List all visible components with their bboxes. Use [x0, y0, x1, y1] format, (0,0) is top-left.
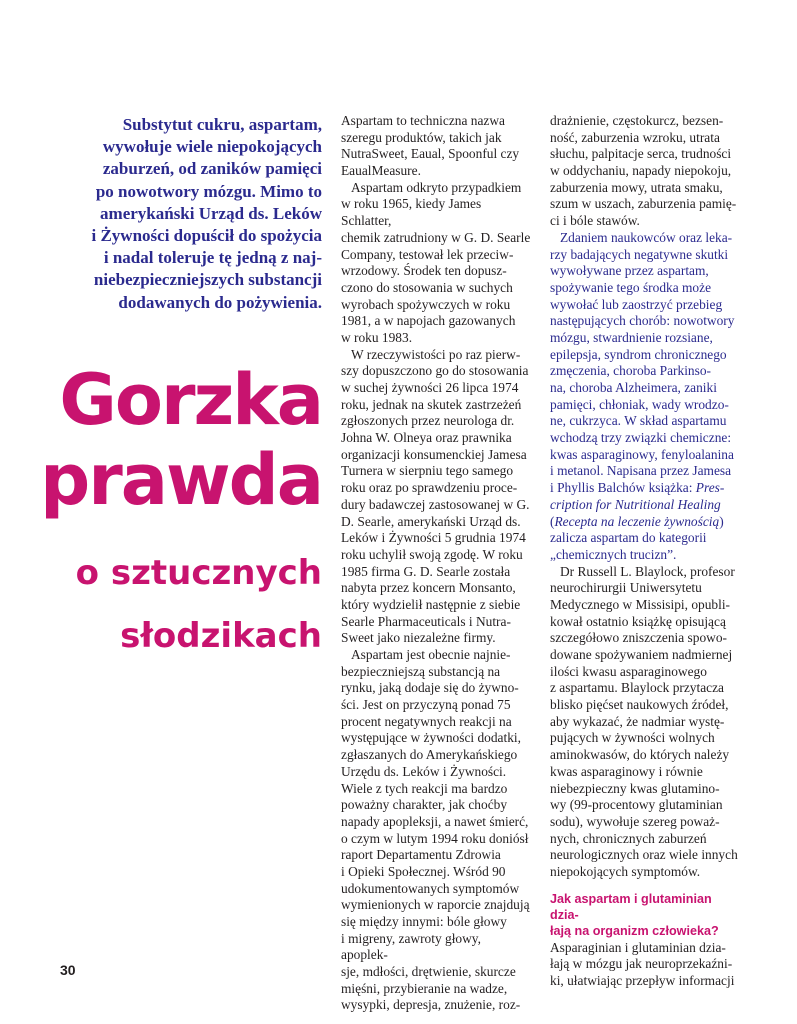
text-run: ne, cukrzyca. W skład aspartamu	[550, 413, 727, 429]
text-run: EaualMeasure.	[341, 163, 421, 179]
text-line	[550, 280, 740, 297]
text-run: wyrobach spożywczych w roku	[341, 296, 511, 312]
book-title-italic: Pres-	[695, 480, 725, 496]
text-run: czono do stosowania w suchych	[341, 279, 513, 295]
text-line	[341, 163, 531, 180]
text-run: na, choroba Alzheimera, zaniki	[550, 380, 717, 395]
book-title-italic: Recepta na leczenie żywnością	[554, 513, 720, 529]
text-line	[341, 330, 531, 347]
text-run: mięśni, przybieranie na wadze,	[341, 980, 508, 996]
text-line	[550, 146, 740, 163]
text-run: sodu), wywołuje szereg poważ-	[550, 813, 720, 829]
text-line	[341, 547, 531, 564]
text-run: ność, zaburzenia wzroku, utrata	[550, 129, 720, 145]
text-line	[341, 797, 531, 814]
text-line	[341, 313, 531, 330]
text-run: wywołać lub zaostrzyć przebieg	[550, 296, 723, 312]
text-run: ilości kwasu asparaginowego	[550, 663, 707, 679]
text-run: i migreny, zawroty głowy, apoplek-	[341, 930, 481, 963]
text-run: i Phyllis Balchów książka:	[550, 480, 696, 496]
text-run: Urzędu ds. Leków i Żywności.	[341, 763, 507, 779]
text-run: raport Departamentu Zdrowia	[341, 847, 501, 863]
text-line	[341, 564, 531, 581]
text-line: i Żywności dopuścił do spożycia	[91, 226, 322, 246]
page-number: 30	[60, 962, 76, 978]
text-run: epilepsja, syndrom chronicznego	[550, 346, 727, 362]
text-run: Turnera w sierpniu tego samego	[341, 463, 514, 479]
text-run: Aspartam to techniczna nazwa	[341, 113, 505, 128]
text-run: w roku 1983.	[341, 329, 413, 345]
text-run: zgłaszanych do Amerykańskiego	[341, 747, 518, 763]
text-run: zgłoszonych przez neurologa dr.	[341, 413, 515, 429]
text-run: i metanol. Napisana przez Jamesa	[550, 463, 732, 479]
column-2-text-part-3	[550, 940, 740, 990]
text-run: niepokojących symptomów.	[550, 863, 701, 879]
text-run: ści. Jest on przyczyną ponad 75	[341, 697, 511, 713]
text-line	[341, 747, 531, 764]
text-line	[550, 797, 740, 814]
text-line	[550, 180, 740, 197]
text-line	[550, 297, 740, 314]
text-run: 1981, a w napojach gazowanych	[341, 313, 516, 329]
text-run: ki, ułatwiając przepływ informacji	[550, 972, 735, 988]
title-line-2: prawda	[40, 439, 322, 521]
text-line	[550, 580, 740, 597]
text-line	[550, 380, 740, 397]
text-run: D. Searle, amerykański Urząd ds.	[341, 513, 521, 529]
text-run: nabyta przez koncern Monsanto,	[341, 580, 516, 596]
text-line	[550, 956, 740, 973]
text-line	[341, 597, 531, 614]
text-line	[341, 430, 531, 447]
text-line	[341, 230, 531, 247]
text-run: napady apopleksji, a nawet śmierć,	[341, 813, 529, 829]
text-line	[550, 363, 740, 380]
text-line	[341, 180, 531, 197]
title-line-3: o sztucznych	[75, 553, 322, 593]
text-line	[550, 973, 740, 990]
text-run: 1985 firma G. D. Searle została	[341, 563, 511, 579]
body-column-1	[341, 113, 531, 1014]
text-run: łają w mózgu jak neuroprzekaźni-	[550, 956, 733, 972]
text-line	[341, 997, 531, 1014]
article-title	[40, 360, 322, 668]
text-run: spożywanie tego środka może	[550, 279, 712, 295]
text-run: się między innymi: bóle głowy	[341, 914, 507, 929]
book-title-italic: cription for Nutritional Healing	[550, 496, 721, 512]
text-line: łają na organizm człowieka?	[550, 924, 719, 939]
text-line	[341, 831, 531, 848]
text-line	[550, 247, 740, 264]
text-run: blisko pięćset naukowych źródeł,	[550, 697, 729, 713]
text-run: NutraSweet, Eaual, Spoonful czy	[341, 146, 520, 162]
title-line-1: Gorzka	[59, 359, 322, 441]
text-line	[550, 747, 740, 764]
text-line	[550, 213, 740, 230]
text-run: szum w uszach, zaburzenia pamię-	[550, 196, 737, 212]
text-line	[550, 447, 740, 464]
text-run: niebezpieczny kwas glutamino-	[550, 780, 720, 796]
text-run: zaburzenia mowy, utrata smaku,	[550, 179, 723, 195]
text-line	[341, 647, 531, 664]
text-line	[341, 497, 531, 514]
text-line	[341, 764, 531, 781]
text-line	[550, 831, 740, 848]
text-run: organizacji konsumenckiej Jamesa	[341, 446, 527, 462]
text-run: następujących chorób: nowotwory	[550, 313, 735, 329]
text-run: poważny charakter, jak choćby	[341, 797, 508, 813]
text-line	[341, 130, 531, 147]
text-line	[341, 864, 531, 881]
text-run: rzy badających negatywne skutki	[550, 246, 729, 262]
text-line	[550, 430, 740, 447]
text-run: roku oraz po sprawdzeniu proce-	[341, 480, 518, 496]
text-run: Company, testował lek przeciw-	[341, 246, 514, 262]
text-line	[550, 547, 740, 564]
text-line: po nowotwory mózgu. Mimo to	[95, 181, 322, 201]
text-run: wysypki, depresja, znużenie, roz-	[341, 997, 521, 1013]
text-line	[341, 530, 531, 547]
text-run: zmęczenia, choroba Parkinso-	[550, 363, 711, 379]
text-line	[341, 714, 531, 731]
title-line-4: słodzikach	[120, 616, 322, 656]
text-line	[341, 814, 531, 831]
text-line	[550, 680, 740, 697]
text-line	[341, 380, 531, 397]
text-run: neurologicznych oraz wiele innych	[550, 847, 738, 863]
text-run: w suchej żywności 26 lipca 1974	[341, 380, 519, 395]
text-line	[341, 363, 531, 380]
text-run: wchodzą trzy związki chemiczne:	[550, 430, 732, 446]
text-line	[341, 630, 531, 647]
text-run: Aspartam jest obecnie najnie-	[351, 647, 511, 662]
text-run: )	[719, 513, 724, 529]
text-run: (	[550, 513, 555, 529]
text-line	[341, 931, 531, 964]
text-run: dury badawczej zastosowanej w G.	[341, 496, 530, 512]
text-line	[550, 814, 740, 831]
text-run: szeregu produktów, takich jak	[341, 129, 502, 145]
text-line	[550, 730, 740, 747]
text-run: wy (99-procentowy glutaminian	[550, 797, 723, 813]
text-run: aminokwasów, do których należy	[550, 747, 730, 763]
text-line	[550, 647, 740, 664]
text-run: chemik zatrudniony w G. D. Searle	[341, 229, 531, 245]
text-line	[550, 664, 740, 681]
text-run: wywoływane przez aspartam,	[550, 263, 709, 279]
column-2-text-part-2	[550, 564, 740, 881]
text-run: mózgu, stwardnienie rozsiane,	[550, 329, 713, 345]
text-line	[550, 263, 740, 280]
text-line	[341, 347, 531, 364]
text-line: zaburzeń, od zaników pamięci	[102, 159, 322, 179]
text-line	[341, 263, 531, 280]
text-line	[341, 730, 531, 747]
text-line	[341, 413, 531, 430]
text-line	[341, 463, 531, 480]
text-line	[341, 480, 531, 497]
text-line	[341, 447, 531, 464]
text-line: amerykański Urząd ds. Leków	[100, 203, 322, 223]
text-run: drażnienie, częstokurcz, bezsen-	[550, 113, 724, 128]
text-line	[550, 940, 740, 957]
text-run: aby wykazać, że nadmiar wystę-	[550, 713, 725, 729]
text-run: który wydzielił następnie z siebie	[341, 596, 521, 612]
text-line	[341, 196, 531, 229]
text-run: szy dopuszczono go do stosowania	[341, 363, 529, 379]
text-line: niebezpieczniejszych substancji	[93, 270, 322, 290]
text-run: Asparaginian i glutaminian dzia-	[550, 939, 726, 955]
text-line	[550, 847, 740, 864]
text-line	[550, 630, 740, 647]
text-line	[550, 463, 740, 480]
lead-paragraph	[60, 114, 322, 314]
text-line	[550, 781, 740, 798]
text-line	[341, 247, 531, 264]
text-line	[341, 397, 531, 414]
text-line	[550, 330, 740, 347]
text-line	[341, 113, 531, 130]
text-line	[341, 781, 531, 798]
text-line	[550, 514, 740, 531]
text-line	[341, 614, 531, 631]
text-line	[341, 881, 531, 898]
text-line	[550, 113, 740, 130]
text-line	[550, 864, 740, 881]
text-line	[550, 480, 740, 497]
text-line	[550, 230, 740, 247]
text-run: słuchu, palpitacje serca, trudności	[550, 146, 732, 162]
text-run: szczegółowo zniszczenia spowo-	[550, 630, 727, 646]
text-line	[550, 413, 740, 430]
text-run: o czym w lutym 1994 roku doniósł	[341, 830, 529, 846]
text-line: wywołuje wiele niepokojących	[102, 137, 322, 157]
text-line	[341, 964, 531, 981]
text-run: w roku 1965, kiedy James Schlatter,	[341, 196, 482, 229]
text-line	[550, 697, 740, 714]
text-run: kwas asparaginowy i równie	[550, 763, 703, 779]
text-line	[550, 614, 740, 631]
text-line	[550, 397, 740, 414]
text-line: dodawanych do pożywienia.	[118, 292, 322, 312]
text-run: kwas asparaginowy, fenyloalanina	[550, 446, 734, 462]
text-run: kował ostatnio książkę opisującą	[550, 613, 726, 629]
text-run: Sweet jako niezależne firmy.	[341, 630, 496, 646]
text-run: roku uchylił swoją zgodę. W roku	[341, 546, 523, 562]
text-run: Searle Pharmaceuticals i Nutra-	[341, 613, 511, 629]
text-run: „chemicznych trucizn”.	[550, 546, 677, 562]
text-line: i nadal toleruje tę jedną z naj-	[103, 248, 322, 268]
section-heading	[550, 891, 740, 940]
text-line	[550, 530, 740, 547]
text-run: bezpieczniejszą substancją na	[341, 663, 501, 679]
text-run: procent negatywnych reakcji na	[341, 713, 512, 729]
text-run: W rzeczywistości po raz pierw-	[351, 346, 521, 362]
text-line	[550, 564, 740, 581]
text-line	[341, 680, 531, 697]
highlighted-passage	[550, 230, 740, 564]
text-run: zalicza aspartam do kategorii	[550, 530, 707, 546]
text-run: nych, chronicznych zaburzeń	[550, 830, 707, 846]
text-run: z aspartamu. Blaylock przytacza	[550, 680, 724, 696]
text-run: roku, jednak na skutek zastrzeżeń	[341, 396, 522, 412]
text-run: pamięci, chłoniak, wady wrodzo-	[550, 396, 729, 412]
text-line	[341, 847, 531, 864]
text-line	[341, 280, 531, 297]
text-line	[550, 130, 740, 147]
text-line	[341, 146, 531, 163]
text-run: neurochirurgii Uniwersytetu	[550, 580, 702, 596]
text-line	[550, 597, 740, 614]
text-run: wrzodowy. Środek ten dopusz-	[341, 263, 507, 279]
text-line	[550, 764, 740, 781]
text-line	[341, 981, 531, 998]
text-run: występujące w żywności dodatki,	[341, 730, 521, 746]
text-line	[341, 897, 531, 914]
text-line	[550, 196, 740, 213]
text-run: Zdaniem naukowców oraz leka-	[560, 229, 733, 245]
text-line	[341, 580, 531, 597]
text-line	[550, 714, 740, 731]
text-line	[341, 514, 531, 531]
text-line: Jak aspartam i glutaminian dzia-	[550, 891, 712, 922]
text-line	[550, 313, 740, 330]
text-run: ci i bóle stawów.	[550, 213, 640, 229]
text-run: i Opieki Społecznej. Wśród 90	[341, 863, 506, 879]
text-run: wymienionych w raporcie znajdują	[341, 897, 530, 913]
text-run: Aspartam odkryto przypadkiem	[351, 179, 522, 195]
text-run: dowane spożywaniem nadmiernej	[550, 647, 733, 662]
text-run: pujących w żywności wolnych	[550, 730, 715, 746]
text-line	[550, 497, 740, 514]
text-line	[341, 297, 531, 314]
text-run: sje, mdłości, drętwienie, skurcze	[341, 964, 516, 980]
text-line	[550, 347, 740, 364]
text-line: Substytut cukru, aspartam,	[122, 115, 322, 134]
text-run: Medycznego w Missisipi, opubli-	[550, 596, 731, 612]
text-line	[341, 664, 531, 681]
column-2-text-part-1	[550, 113, 740, 230]
text-line	[550, 163, 740, 180]
text-run: Leków i Żywności 5 grudnia 1974	[341, 530, 526, 546]
text-run: rynku, jaką dodaje się do żywno-	[341, 680, 519, 696]
text-line	[341, 914, 531, 931]
body-column-2	[550, 113, 740, 990]
text-run: Johna W. Olneya oraz prawnika	[341, 430, 512, 446]
text-run: udokumentowanych symptomów	[341, 880, 520, 896]
text-run: Wiele z tych reakcji ma bardzo	[341, 780, 508, 796]
text-run: Dr Russell L. Blaylock, profesor	[560, 563, 735, 579]
text-line	[341, 697, 531, 714]
text-run: w oddychaniu, napady niepokoju,	[550, 163, 732, 179]
